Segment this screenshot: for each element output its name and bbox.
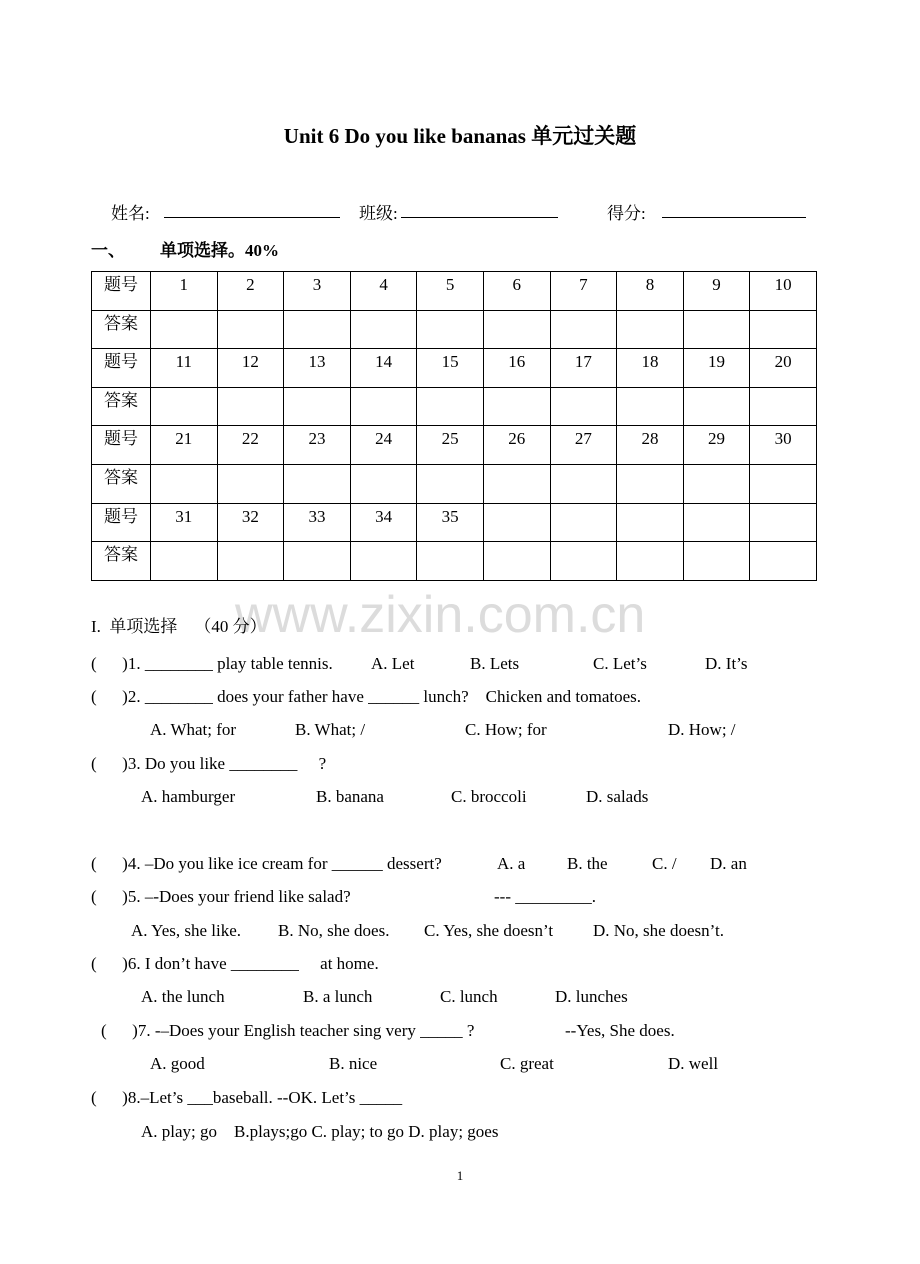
question-number-cell: 2 [217,272,284,311]
answer-cell[interactable] [151,387,218,426]
q6-stem: ( )6. I don’t have ________ at home. [91,954,379,973]
q7-reply: --Yes, She does. [565,1021,675,1040]
question-number-cell: 14 [350,349,417,388]
answer-cell[interactable] [750,542,817,581]
question-label-cell: 题号 [92,426,151,465]
answer-cell[interactable] [217,464,284,503]
q8-options: A. play; go B.plays;go C. play; to go D. play; goes [141,1122,499,1141]
q5-option-c: C. Yes, she doesn’t [424,921,554,940]
answer-cell[interactable] [151,464,218,503]
answer-cell[interactable] [417,464,484,503]
answer-cell[interactable] [284,542,351,581]
q6-option-d: D. lunches [555,987,628,1006]
question-number-cell: 23 [284,426,351,465]
question-number-cell: 17 [550,349,617,388]
question-number-cell [617,503,684,542]
question-label-cell: 题号 [92,272,151,311]
q2-option-a: A. What; for [150,720,237,739]
question-number-cell: 30 [750,426,817,465]
q1-option-a: A. Let [371,654,415,673]
page-title: Unit 6 Do you like bananas 单元过关题 [283,124,637,148]
q3-option-d: D. salads [586,787,649,806]
question-number-row [92,272,817,311]
answer-cell[interactable] [483,310,550,349]
name-label: 姓名: [111,204,150,223]
answer-cell[interactable] [284,387,351,426]
question-number-cell: 20 [750,349,817,388]
answer-cell[interactable] [683,464,750,503]
q1-option-b: B. Lets [470,654,520,673]
q7-option-b: B. nice [329,1054,378,1073]
question-number-cell: 10 [750,272,817,311]
answer-cell[interactable] [483,542,550,581]
name-field[interactable] [164,217,340,218]
section-number: 一、 [91,241,125,260]
q6-option-b: B. a lunch [303,987,373,1006]
q5-option-a: A. Yes, she like. [131,921,242,940]
q7-option-a: A. good [150,1054,205,1073]
answer-cell[interactable] [284,310,351,349]
answer-cell[interactable] [550,542,617,581]
question-number-cell: 29 [683,426,750,465]
q4-option-b: B. the [567,854,608,873]
answer-cell[interactable] [284,464,351,503]
section-heading: 单项选择。40% [160,241,279,260]
class-field[interactable] [401,217,558,218]
question-number-cell: 21 [151,426,218,465]
question-number-cell: 28 [617,426,684,465]
q4-option-c: C. / [652,854,677,873]
answer-row [92,310,817,349]
q2-option-b: B. What; / [295,720,366,739]
question-number-cell: 34 [350,503,417,542]
q4-option-d: D. an [710,854,747,873]
answer-cell[interactable] [151,310,218,349]
question-number-cell: 33 [284,503,351,542]
q5-option-d: D. No, she doesn’t. [593,921,724,940]
answer-cell[interactable] [217,310,284,349]
q7-stem: ( )7. -–Does your English teacher sing very _____ ? [101,1021,475,1040]
answer-cell[interactable] [683,310,750,349]
question-number-cell [550,503,617,542]
question-number-cell [683,503,750,542]
question-label-cell: 题号 [92,349,151,388]
score-label: 得分: [607,204,646,223]
q1-option-c: C. Let’s [593,654,647,673]
answer-cell[interactable] [550,387,617,426]
q2-option-d: D. How; / [668,720,736,739]
question-number-cell: 12 [217,349,284,388]
q8-stem: ( )8.–Let’s ___baseball. --OK. Let’s _____ [91,1088,403,1107]
answer-label-cell: 答案 [92,542,151,581]
q3-option-a: A. hamburger [141,787,236,806]
answer-cell[interactable] [750,464,817,503]
question-number-cell: 22 [217,426,284,465]
q1-option-d: D. It’s [705,654,748,673]
answer-cell[interactable] [750,310,817,349]
answer-cell[interactable] [217,387,284,426]
question-label-cell: 题号 [92,503,151,542]
answer-cell[interactable] [151,542,218,581]
answer-cell[interactable] [617,310,684,349]
answer-cell[interactable] [417,310,484,349]
answer-cell[interactable] [550,464,617,503]
question-number-cell [750,503,817,542]
answer-label-cell: 答案 [92,310,151,349]
q3-option-c: C. broccoli [451,787,527,806]
question-number-cell: 35 [417,503,484,542]
answer-cell[interactable] [350,310,417,349]
answer-cell[interactable] [483,387,550,426]
question-number-cell: 1 [151,272,218,311]
answer-cell[interactable] [683,387,750,426]
question-number-cell: 13 [284,349,351,388]
answer-cell[interactable] [350,542,417,581]
watermark: www.zixin.com.cn [235,586,646,644]
page-number: 1 [456,1168,464,1183]
question-number-cell: 9 [683,272,750,311]
answer-cell[interactable] [750,387,817,426]
question-number-cell: 3 [284,272,351,311]
question-number-cell: 25 [417,426,484,465]
question-number-cell: 8 [617,272,684,311]
question-number-cell [483,503,550,542]
answer-cell[interactable] [617,542,684,581]
question-number-cell: 24 [350,426,417,465]
question-number-cell: 31 [151,503,218,542]
answer-cell[interactable] [483,464,550,503]
question-number-row [92,426,817,465]
q5-option-b: B. No, she does. [278,921,390,940]
question-number-cell: 11 [151,349,218,388]
question-number-cell: 15 [417,349,484,388]
question-number-cell: 18 [617,349,684,388]
class-label: 班级: [359,204,398,223]
part1-heading: I. 单项选择 （40 分） [91,617,267,636]
question-number-cell: 7 [550,272,617,311]
answer-cell[interactable] [683,542,750,581]
question-number-cell: 27 [550,426,617,465]
question-number-row [92,349,817,388]
answer-table [91,271,817,581]
score-field[interactable] [662,217,806,218]
answer-cell[interactable] [417,542,484,581]
q4-stem: ( )4. –Do you like ice cream for ______ dessert? [91,854,442,873]
q5-stem: ( )5. –-Does your friend like salad? [91,887,351,906]
question-number-cell: 32 [217,503,284,542]
q2-stem: ( )2. ________ does your father have ______ lunch? Chicken and tomatoes. [91,687,642,706]
question-number-cell: 4 [350,272,417,311]
q3-stem: ( )3. Do you like ________ ? [91,754,327,773]
question-number-cell: 19 [683,349,750,388]
answer-label-cell: 答案 [92,387,151,426]
question-number-row [92,503,817,542]
q1-stem: ( )1. ________ play table tennis. [91,654,333,673]
question-number-cell: 5 [417,272,484,311]
q7-option-c: C. great [500,1054,554,1073]
answer-cell[interactable] [550,310,617,349]
answer-row [92,464,817,503]
q6-option-c: C. lunch [440,987,498,1006]
question-number-cell: 16 [483,349,550,388]
answer-cell[interactable] [617,387,684,426]
q3-option-b: B. banana [316,787,384,806]
answer-cell[interactable] [617,464,684,503]
answer-cell[interactable] [217,542,284,581]
question-number-cell: 26 [483,426,550,465]
q2-option-c: C. How; for [465,720,547,739]
answer-row [92,542,817,581]
answer-cell[interactable] [350,387,417,426]
q5-reply: --- _________. [494,887,596,906]
answer-row [92,387,817,426]
answer-cell[interactable] [350,464,417,503]
q4-option-a: A. a [497,854,526,873]
question-number-cell: 6 [483,272,550,311]
q7-option-d: D. well [668,1054,719,1073]
answer-label-cell: 答案 [92,464,151,503]
answer-cell[interactable] [417,387,484,426]
q6-option-a: A. the lunch [141,987,225,1006]
